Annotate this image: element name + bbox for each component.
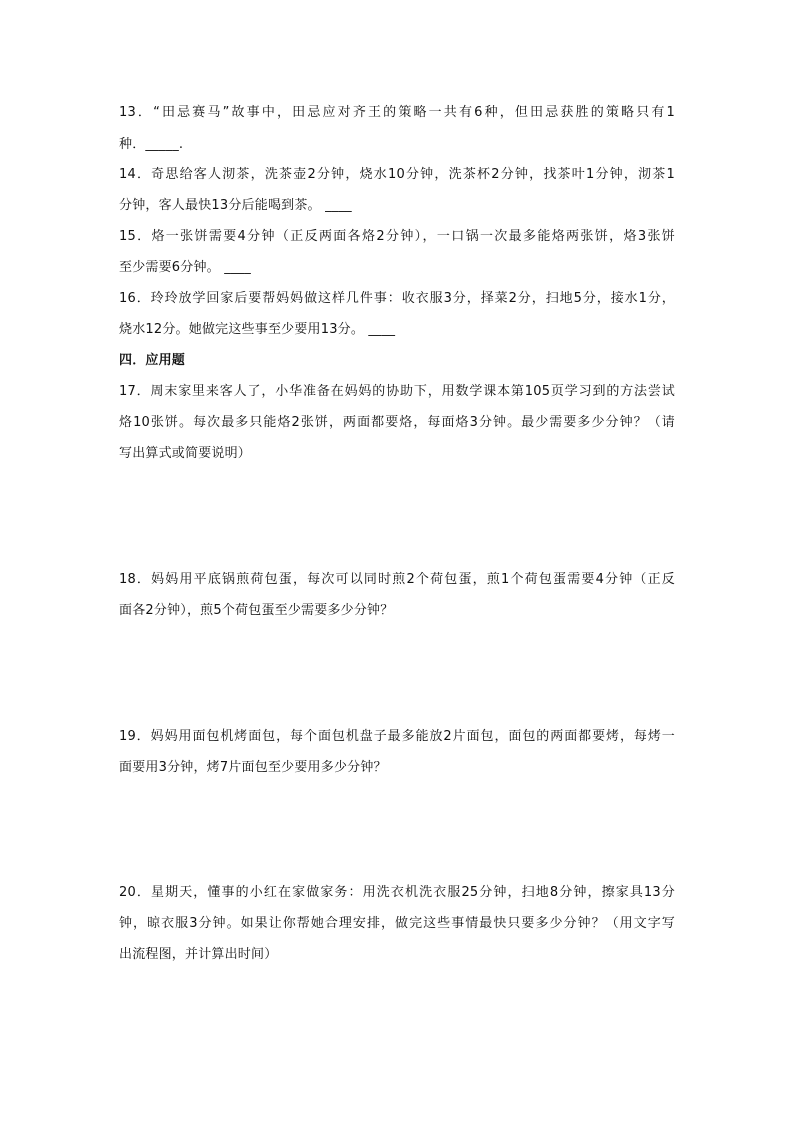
question-18-line-1: 18．妈妈用平底锅煎荷包蛋，每次可以同时煎2个荷包蛋，煎1个荷包蛋需要4分钟（正反 <box>119 572 675 587</box>
question-18-line-2: 面各2分钟），煎5个荷包蛋至少需要多少分钟？ <box>119 603 394 618</box>
question-19-line-1: 19．妈妈用面包机烤面包，每个面包机盘子最多能放2片面包，面包的两面都要烤，每烤一 <box>119 729 675 744</box>
question-16-line-1: 16．玲玲放学回家后要帮妈妈做这样几件事：收衣服3分，择菜2分，扫地5分，接水1分， <box>119 291 675 306</box>
question-20-line-2: 钟，晾衣服3分钟。如果让你帮她合理安排，做完这些事情最快只要多少分钟？（用文字写 <box>119 916 675 931</box>
question-14-line-1: 14．奇思给客人沏茶，洗茶壶2分钟，烧水10分钟，洗茶杯2分钟，找茶叶1分钟，沏茶1 <box>119 167 675 182</box>
question-19-line-2: 面要用3分钟，烤7片面包至少要用多少分钟？ <box>119 760 387 775</box>
question-14-line-2: 分钟，客人最快13分后能喝到茶。 ____ <box>119 198 352 213</box>
question-20-line-3: 出流程图，并计算出时间） <box>119 947 278 962</box>
question-17-line-2: 烙10张饼。每次最多只能烙2张饼，两面都要烙，每面烙3分钟。最少需要多少分钟？（请 <box>119 415 675 430</box>
question-13-line-2: 种．_____. <box>119 137 184 152</box>
question-13-line-1: 13．“田忌赛马”故事中，田忌应对齐王的策略一共有6种，但田忌获胜的策略只有1 <box>119 105 675 120</box>
question-20-line-1: 20．星期天，懂事的小红在家做家务：用洗衣机洗衣服25分钟，扫地8分钟，擦家具13分 <box>119 885 675 900</box>
section-title-application: 四．应用题 <box>119 353 186 368</box>
question-17-line-1: 17．周末家里来客人了，小华准备在妈妈的协助下，用数学课本第105页学习到的方法尝试 <box>119 384 675 399</box>
question-15-line-2: 至少需要6分钟。 ____ <box>119 260 252 275</box>
question-17-line-3: 写出算式或简要说明） <box>119 446 252 461</box>
question-15-line-1: 15．烙一张饼需要4分钟（正反两面各烙2分钟），一口锅一次最多能烙两张饼，烙3张饼 <box>119 229 675 244</box>
question-16-line-2: 烧水12分。她做完这些事至少要用13分。 ____ <box>119 322 396 337</box>
